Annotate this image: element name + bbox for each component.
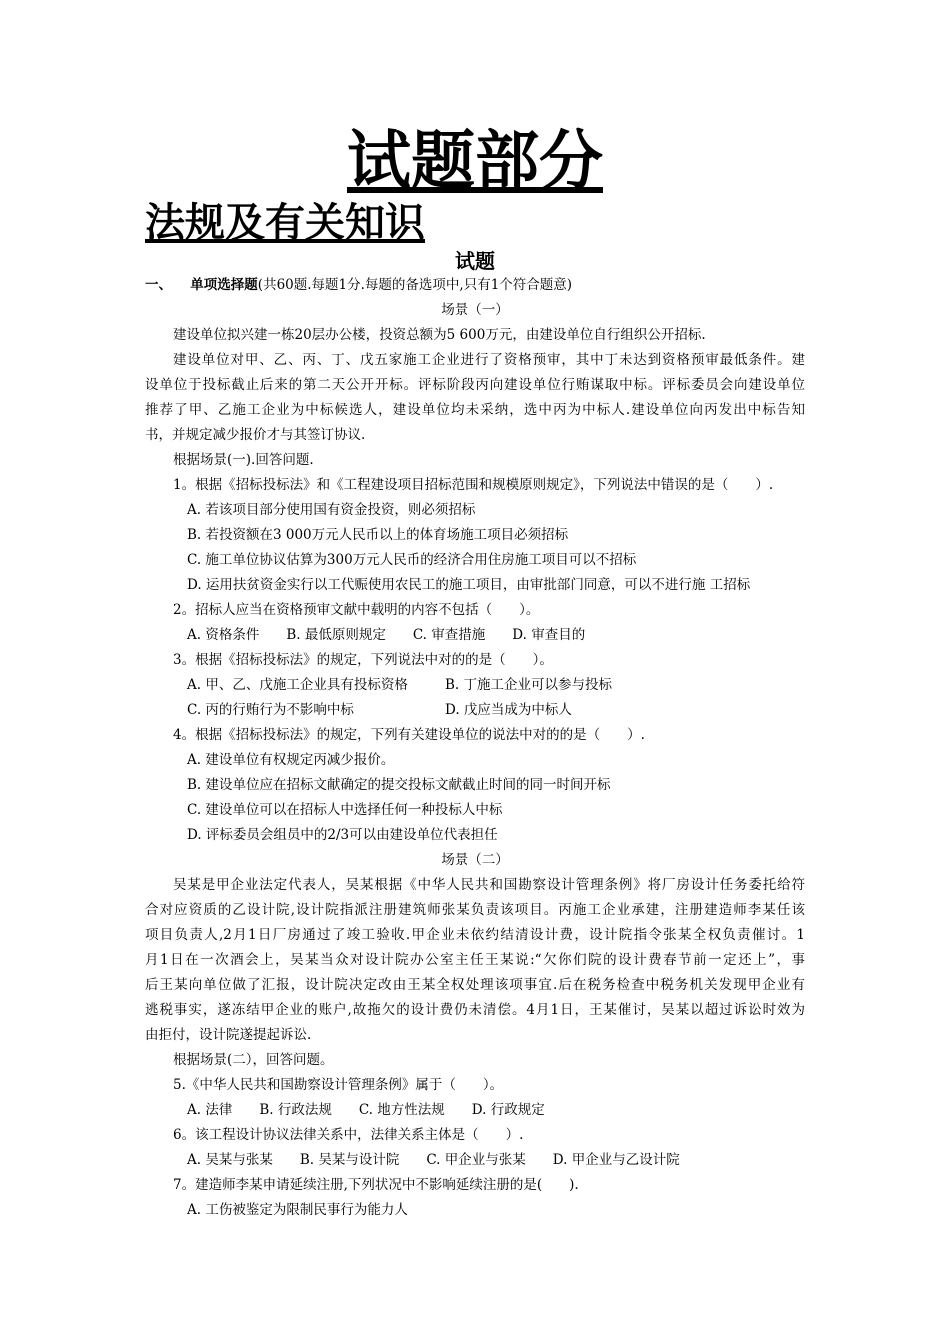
question-3-option-b: B. 丁施工企业可以参与投标 <box>445 677 613 693</box>
question-5: 5.《中华人民共和国勘察设计管理条例》属于（ ）。 <box>173 1077 504 1093</box>
scene-1-paragraph-2-line: 书，并规定减少报价才与其签订协议. <box>145 427 366 443</box>
section-heading: 单项选择题 <box>190 277 258 293</box>
scene-1-paragraph-2-line: 推荐了甲、乙施工企业为中标候选人，建设单位均未采纳，选中丙为中标人.建设单位向丙发出中标告知 <box>145 402 805 418</box>
question-5-options: A. 法律 B. 行政法规 C. 地方性法规 D. 行政规定 <box>187 1102 545 1118</box>
section-note: (共60题.每题1分.每题的备选项中,只有1个符合题意) <box>257 277 573 293</box>
section-title: 试题 <box>455 249 495 273</box>
question-7: 7。建造师李某申请延续注册,下列状况中不影响延续注册的是( ). <box>173 1177 579 1193</box>
question-4-option-d: D. 评标委员会组员中的2/3可以由建设单位代表担任 <box>187 827 498 843</box>
question-1-option-c: C. 施工单位协议估算为300万元人民币的经济合用住房施工项目可以不招标 <box>187 552 637 568</box>
question-7-option-a: A. 工伤被鉴定为限制民事行为能力人 <box>187 1202 408 1218</box>
question-4-option-b: B. 建设单位应在招标文献确定的提交投标文献截止时间的同一时间开标 <box>187 777 611 793</box>
scene-2-paragraph-line: 由拒付，设计院遂提起诉讼. <box>145 1027 312 1043</box>
scene-1-prompt: 根据场景(一).回答问题. <box>173 452 314 468</box>
scene-1-title: 场景（一） <box>441 302 509 318</box>
question-3-option-d: D. 戊应当成为中标人 <box>445 702 572 718</box>
scene-2-paragraph-line: 逃税事实，遂冻结甲企业的账户,故拖欠的设计费仍未清偿。4月1日，王某催讨，吴某以超过诉讼时效为 <box>145 1002 805 1018</box>
question-3: 3。根据《招标投标法》的规定，下列说法中对的的是（ ）。 <box>173 652 553 668</box>
main-title: 试题部分 <box>347 125 603 199</box>
question-6: 6。该工程设计协议法律关系中，法律关系主体是（ ）. <box>173 1127 524 1143</box>
question-3-option-a: A. 甲、乙、戊施工企业具有投标资格 <box>187 677 408 693</box>
question-3-option-c: C. 丙的行贿行为不影响中标 <box>187 702 354 718</box>
subject-title: 法规及有关知识 <box>145 200 425 246</box>
scene-2-paragraph-line: 吴某是甲企业法定代表人，吴某根据《中华人民共和国勘察设计管理条例》将厂房设计任务委托给符 <box>173 877 805 893</box>
scene-2-paragraph-line: 月1日在一次酒会上，吴某当众对设计院办公室主任王某说:“欠你们院的设计费春节前一定还上”，事 <box>145 952 805 968</box>
scene-2-paragraph-line: 后王某向单位做了汇报，设计院决定改由王某全权处理该项事宜.后在税务检查中税务机关发现甲企业有 <box>145 977 805 993</box>
question-2-options: A. 资格条件 B. 最低原则规定 C. 审查措施 D. 审查目的 <box>187 627 586 643</box>
question-1-option-a: A. 若该项目部分使用国有资金投资，则必须招标 <box>187 502 476 518</box>
question-1-option-d: D. 运用扶贫资金实行以工代赈使用农民工的施工项目，由审批部门同意，可以不进行施 工招标 <box>187 577 751 593</box>
scene-1-paragraph-1: 建设单位拟兴建一栋20层办公楼，投资总额为5 600万元，由建设单位自行组织公开招标. <box>173 327 706 343</box>
scene-2-title: 场景（二） <box>441 852 509 868</box>
question-4-option-a: A. 建设单位有权规定丙减少报价。 <box>187 752 395 768</box>
question-4: 4。根据《招标投标法》的规定，下列有关建设单位的说法中对的的是（ ）. <box>173 727 645 743</box>
scene-2-paragraph-line: 项目负责人,2月1日厂房通过了竣工验收.甲企业未依约结清设计费，设计院指令张某全权负责催讨。1 <box>145 927 805 943</box>
question-2: 2。招标人应当在资格预审文献中载明的内容不包括（ ）。 <box>173 602 540 618</box>
scene-2-prompt: 根据场景(二），回答问题。 <box>173 1052 334 1068</box>
scene-1-paragraph-2-line: 建设单位对甲、乙、丙、丁、戊五家施工企业进行了资格预审，其中丁未达到资格预审最低条件。建 <box>173 352 805 368</box>
scene-1-paragraph-2-line: 设单位于投标截止后来的第二天公开开标。评标阶段丙向建设单位行贿谋取中标。评标委员会向建设单位 <box>145 377 805 393</box>
section-number: 一、 <box>145 277 172 293</box>
section-heading-line <box>145 276 572 294</box>
question-4-option-c: C. 建设单位可以在招标人中选择任何一种投标人中标 <box>187 802 503 818</box>
scene-2-paragraph-line: 合对应资质的乙设计院,设计院指派注册建筑师张某负责该项目。丙施工企业承建，注册建造师李某任该 <box>145 902 805 918</box>
question-1-option-b: B. 若投资额在3 000万元人民币以上的体育场施工项目必须招标 <box>187 527 569 543</box>
question-1: 1。根据《招标投标法》和《工程建设项目招标范围和规模原则规定》，下列说法中错误的是（ ）. <box>173 477 774 493</box>
question-6-options: A. 吴某与张某 B. 吴某与设计院 C. 甲企业与张某 D. 甲企业与乙设计院 <box>187 1152 680 1168</box>
